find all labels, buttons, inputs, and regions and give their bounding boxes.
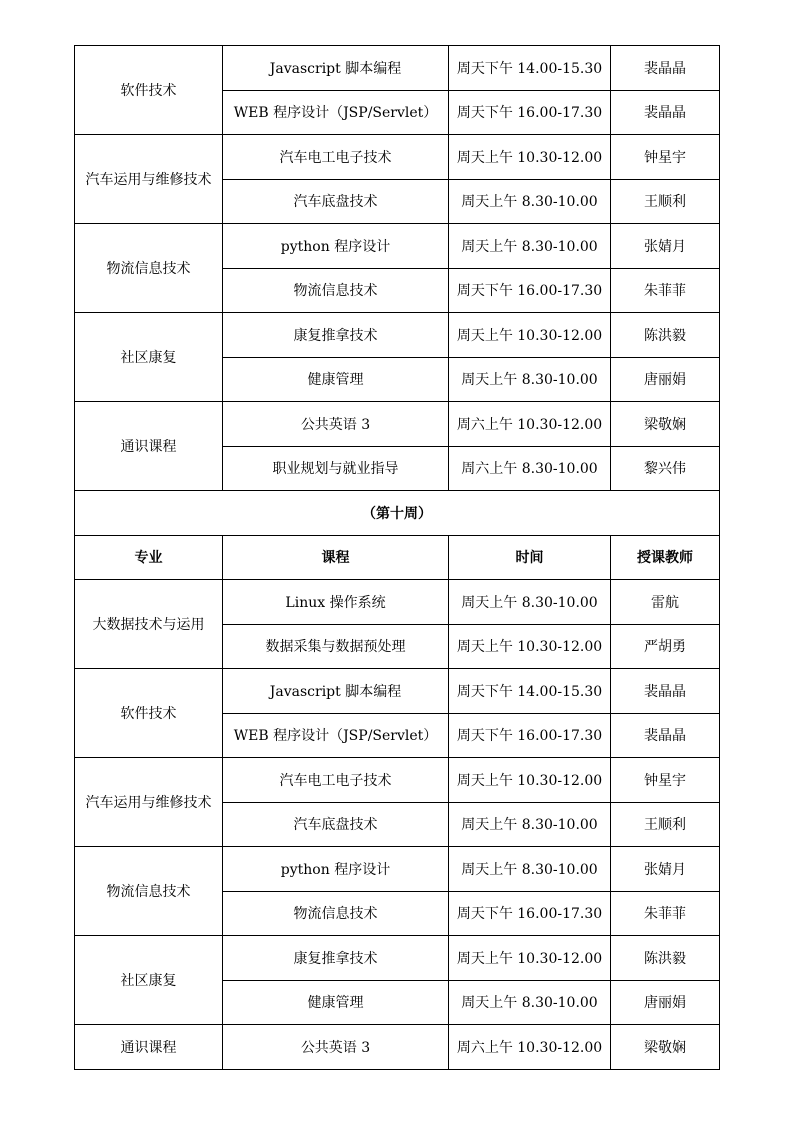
time-cell: 周天下午 16.00-17.30 — [449, 713, 611, 758]
header-teacher: 授课教师 — [611, 535, 720, 580]
time-cell: 周天上午 10.30-12.00 — [449, 936, 611, 981]
table-row — [75, 46, 720, 91]
course-cell: WEB 程序设计（JSP/Servlet） — [223, 713, 449, 758]
teacher-cell: 严胡勇 — [611, 624, 720, 669]
course-cell: 汽车电工电子技术 — [223, 758, 449, 803]
time-cell: 周天下午 16.00-17.30 — [449, 90, 611, 135]
time-cell: 周天上午 8.30-10.00 — [449, 224, 611, 269]
major-cell: 汽车运用与维修技术 — [75, 135, 223, 224]
major-cell: 软件技术 — [75, 46, 223, 135]
major-cell: 软件技术 — [75, 669, 223, 758]
time-cell: 周六上午 10.30-12.00 — [449, 402, 611, 447]
teacher-cell: 梁敬娴 — [611, 1025, 720, 1070]
course-cell: 健康管理 — [223, 357, 449, 402]
major-cell: 大数据技术与运用 — [75, 580, 223, 669]
teacher-cell: 朱菲菲 — [611, 891, 720, 936]
course-cell: 汽车底盘技术 — [223, 179, 449, 224]
major-cell: 通识课程 — [75, 1025, 223, 1070]
schedule-table — [74, 45, 720, 1070]
time-cell: 周天上午 8.30-10.00 — [449, 847, 611, 892]
week-section — [75, 491, 720, 580]
table-row — [75, 580, 720, 625]
teacher-cell: 黎兴伟 — [611, 446, 720, 491]
header-row — [75, 535, 720, 580]
teacher-cell: 裴晶晶 — [611, 46, 720, 91]
course-cell: 汽车底盘技术 — [223, 802, 449, 847]
course-cell: 物流信息技术 — [223, 268, 449, 313]
time-cell: 周六上午 8.30-10.00 — [449, 446, 611, 491]
header-course: 课程 — [223, 535, 449, 580]
week-label: （第十周） — [75, 491, 720, 536]
time-cell: 周天上午 8.30-10.00 — [449, 580, 611, 625]
time-cell: 周天下午 14.00-15.30 — [449, 46, 611, 91]
time-cell: 周天上午 10.30-12.00 — [449, 135, 611, 180]
header-major: 专业 — [75, 535, 223, 580]
teacher-cell: 梁敬娴 — [611, 402, 720, 447]
table-row — [75, 1025, 720, 1070]
table-row — [75, 847, 720, 892]
teacher-cell: 裴晶晶 — [611, 713, 720, 758]
table-row — [75, 669, 720, 714]
course-cell: 汽车电工电子技术 — [223, 135, 449, 180]
teacher-cell: 唐丽娟 — [611, 357, 720, 402]
time-cell: 周六上午 10.30-12.00 — [449, 1025, 611, 1070]
time-cell: 周天下午 16.00-17.30 — [449, 891, 611, 936]
major-cell: 社区康复 — [75, 313, 223, 402]
teacher-cell: 钟星宇 — [611, 135, 720, 180]
major-cell: 物流信息技术 — [75, 224, 223, 313]
time-cell: 周天上午 10.30-12.00 — [449, 624, 611, 669]
time-cell: 周天上午 8.30-10.00 — [449, 802, 611, 847]
teacher-cell: 裴晶晶 — [611, 90, 720, 135]
teacher-cell: 陈洪毅 — [611, 936, 720, 981]
table-row — [75, 758, 720, 803]
time-cell: 周天上午 8.30-10.00 — [449, 357, 611, 402]
course-cell: 健康管理 — [223, 980, 449, 1025]
course-cell: 职业规划与就业指导 — [223, 446, 449, 491]
teacher-cell: 张婧月 — [611, 224, 720, 269]
teacher-cell: 张婧月 — [611, 847, 720, 892]
time-cell: 周天上午 8.30-10.00 — [449, 980, 611, 1025]
teacher-cell: 陈洪毅 — [611, 313, 720, 358]
major-cell: 社区康复 — [75, 936, 223, 1025]
table-row — [75, 936, 720, 981]
course-cell: Javascript 脚本编程 — [223, 669, 449, 714]
course-cell: Javascript 脚本编程 — [223, 46, 449, 91]
course-cell: 数据采集与数据预处理 — [223, 624, 449, 669]
course-cell: 康复推拿技术 — [223, 313, 449, 358]
table-row — [75, 135, 720, 180]
teacher-cell: 王顺利 — [611, 179, 720, 224]
course-cell: 物流信息技术 — [223, 891, 449, 936]
course-cell: WEB 程序设计（JSP/Servlet） — [223, 90, 449, 135]
table-row — [75, 313, 720, 358]
time-cell: 周天上午 8.30-10.00 — [449, 179, 611, 224]
teacher-cell: 钟星宇 — [611, 758, 720, 803]
course-cell: 公共英语 3 — [223, 402, 449, 447]
course-cell: 公共英语 3 — [223, 1025, 449, 1070]
course-cell: python 程序设计 — [223, 224, 449, 269]
teacher-cell: 唐丽娟 — [611, 980, 720, 1025]
teacher-cell: 朱菲菲 — [611, 268, 720, 313]
teacher-cell: 裴晶晶 — [611, 669, 720, 714]
course-cell: 康复推拿技术 — [223, 936, 449, 981]
week-row — [75, 491, 720, 536]
time-cell: 周天下午 14.00-15.30 — [449, 669, 611, 714]
teacher-cell: 王顺利 — [611, 802, 720, 847]
time-cell: 周天下午 16.00-17.30 — [449, 268, 611, 313]
table-row — [75, 402, 720, 447]
time-cell: 周天上午 10.30-12.00 — [449, 758, 611, 803]
major-cell: 通识课程 — [75, 402, 223, 491]
header-time: 时间 — [449, 535, 611, 580]
major-cell: 物流信息技术 — [75, 847, 223, 936]
schedule-body-after — [75, 580, 720, 1070]
course-cell: python 程序设计 — [223, 847, 449, 892]
teacher-cell: 雷航 — [611, 580, 720, 625]
schedule-body-before — [75, 46, 720, 491]
table-row — [75, 224, 720, 269]
course-cell: Linux 操作系统 — [223, 580, 449, 625]
time-cell: 周天上午 10.30-12.00 — [449, 313, 611, 358]
major-cell: 汽车运用与维修技术 — [75, 758, 223, 847]
